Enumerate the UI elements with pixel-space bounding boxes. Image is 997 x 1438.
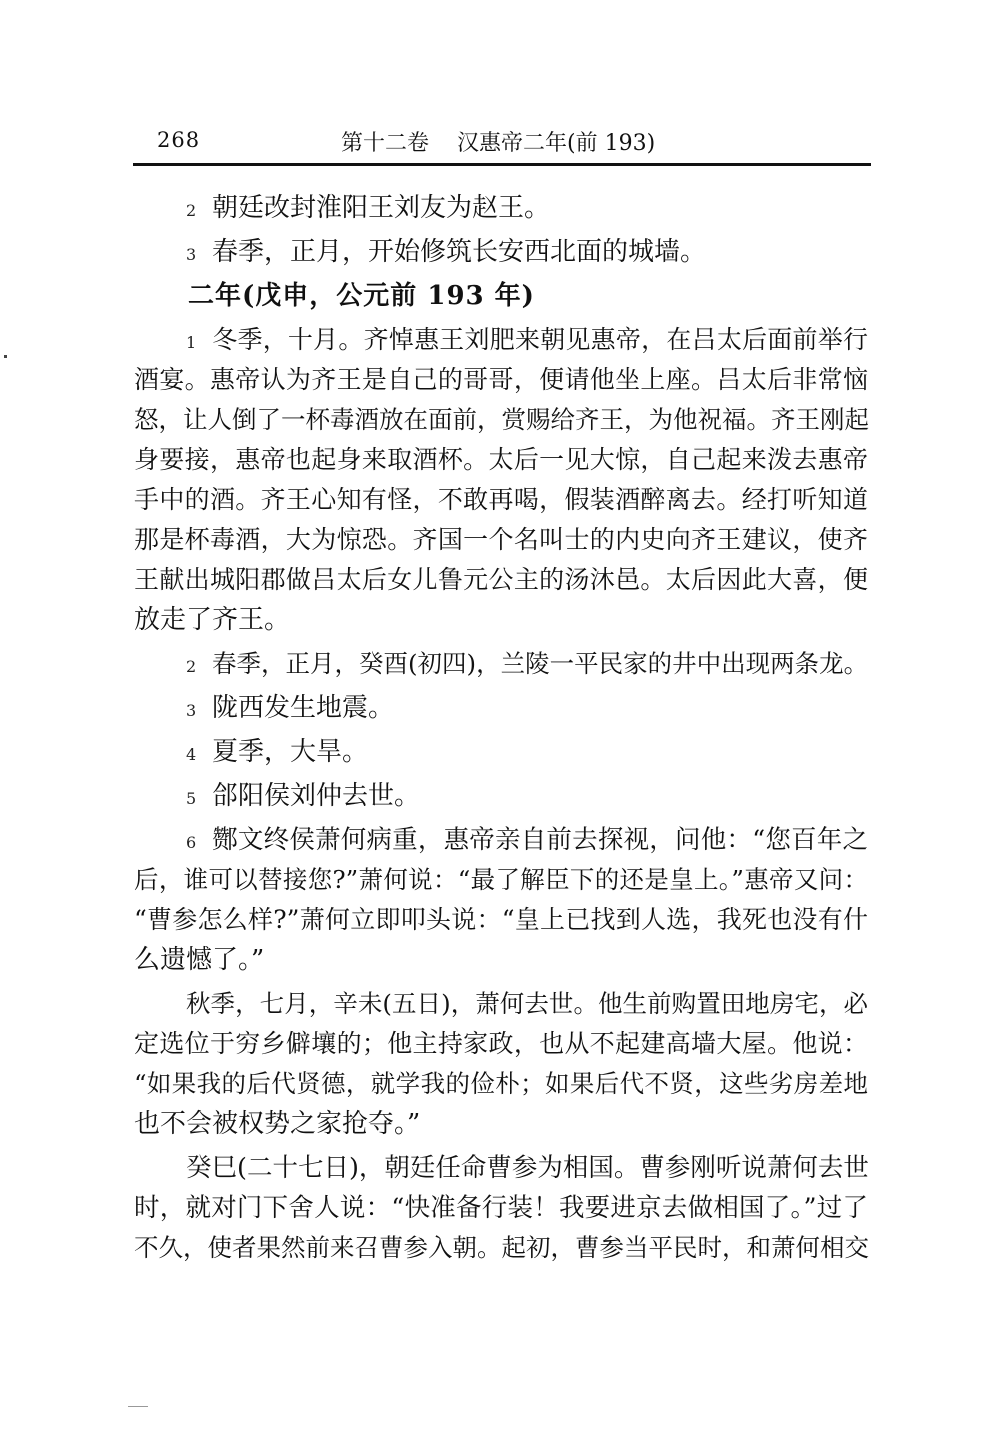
- entry-text: 郃阳侯刘仲去世。: [212, 781, 421, 811]
- paragraph-line: 放走了齐王。: [134, 605, 291, 635]
- entry-number: 5: [186, 789, 197, 808]
- entry-line: [134, 776, 868, 816]
- paragraph-line: 定选位于穷乡僻壤的；他主持家政，也从不起建高墙大屋。他说：: [134, 1029, 868, 1058]
- entry-number: 3: [186, 245, 197, 264]
- entry-line: [134, 820, 868, 860]
- paragraph-line: 么遗憾了。”: [134, 945, 265, 975]
- paragraph-line: “曹参怎么样?”萧何立即叩头说：“皇上已找到人选，我死也没有什: [134, 905, 868, 934]
- entry-text: 酂文终侯萧何病重，惠帝亲自前去探视，问他：“您百年之: [212, 825, 868, 855]
- entry-text: 夏季，大旱。: [212, 737, 369, 767]
- paragraph-line: 后，谁可以替接您?”萧何说：“最了解臣下的还是皇上。”惠帝又问：: [134, 865, 868, 894]
- entry-line: [134, 732, 868, 772]
- page-body: [134, 188, 868, 1268]
- year-heading: [134, 276, 868, 316]
- reign-title: 汉惠帝二年(前 193): [457, 131, 656, 156]
- entry-line: [134, 232, 868, 272]
- scan-edge-mark: [128, 1406, 148, 1407]
- entry-text: 春季，正月，癸酉(初四)，兰陵一平民家的井中出现两条龙。: [212, 649, 869, 678]
- running-head: [341, 126, 655, 157]
- entry-number: 2: [186, 657, 197, 676]
- entry-number: 4: [186, 745, 197, 764]
- entry-line: [134, 320, 868, 360]
- entry-line: [134, 688, 868, 728]
- year-heading-text: 二年(戊申，公元前 193 年): [188, 281, 535, 311]
- paragraph-line: 身要接，惠帝也起身来取酒杯。太后一见大惊，自己起来泼去惠帝: [134, 445, 868, 474]
- paragraph-line: 秋季，七月，辛未(五日)，萧何去世。他生前购置田地房宅，必: [186, 989, 868, 1018]
- entry-line: [134, 188, 868, 228]
- entry-line: [134, 644, 868, 684]
- paragraph-line: 王献出城阳郡做吕太后女儿鲁元公主的汤沐邑。太后因此大喜，便: [134, 565, 868, 594]
- paragraph-line: 也不会被权势之家抢夺。”: [134, 1109, 421, 1139]
- paragraph-line: 怒，让人倒了一杯毒酒放在面前，赏赐给齐王，为他祝福。齐王刚起: [134, 405, 869, 434]
- paragraph-line: 癸巳(二十七日)，朝廷任命曹参为相国。曹参刚听说萧何去世: [186, 1153, 869, 1183]
- entry-number: 6: [186, 833, 197, 852]
- entry-text: 春季，正月，开始修筑长安西北面的城墙。: [212, 237, 707, 267]
- page-header: [133, 122, 869, 162]
- paragraph-line: 不久，使者果然前来召曹参入朝。起初，曹参当平民时，和萧何相交: [134, 1233, 869, 1262]
- page-number: 268: [157, 128, 201, 152]
- entry-number: 1: [186, 333, 197, 352]
- paragraph-line: 时，就对门下舍人说：“快准备行装！我要进京去做相国了。”过了: [134, 1193, 868, 1223]
- entry-text: 陇西发生地震。: [212, 693, 395, 723]
- header-rule: [133, 163, 871, 166]
- paragraph-line: “如果我的后代贤德，就学我的俭朴；如果后代不贤，这些劣房差地: [134, 1069, 868, 1098]
- paragraph-line: 那是杯毒酒，大为惊恐。齐国一个名叫士的内史向齐王建议，使齐: [134, 525, 868, 554]
- entry-number: 3: [186, 701, 197, 720]
- paragraph-line: 手中的酒。齐王心知有怪，不敢再喝，假装酒醉离去。经打听知道: [134, 485, 868, 514]
- volume-title: 第十二卷: [341, 131, 430, 156]
- paragraph-line: 酒宴。惠帝认为齐王是自己的哥哥，便请他坐上座。吕太后非常恼: [134, 365, 868, 394]
- entry-text: 冬季，十月。齐悼惠王刘肥来朝见惠帝，在吕太后面前举行: [212, 325, 868, 354]
- entry-text: 朝廷改封淮阳王刘友为赵王。: [212, 193, 551, 223]
- entry-number: 2: [186, 201, 197, 220]
- scan-speck: [4, 355, 7, 358]
